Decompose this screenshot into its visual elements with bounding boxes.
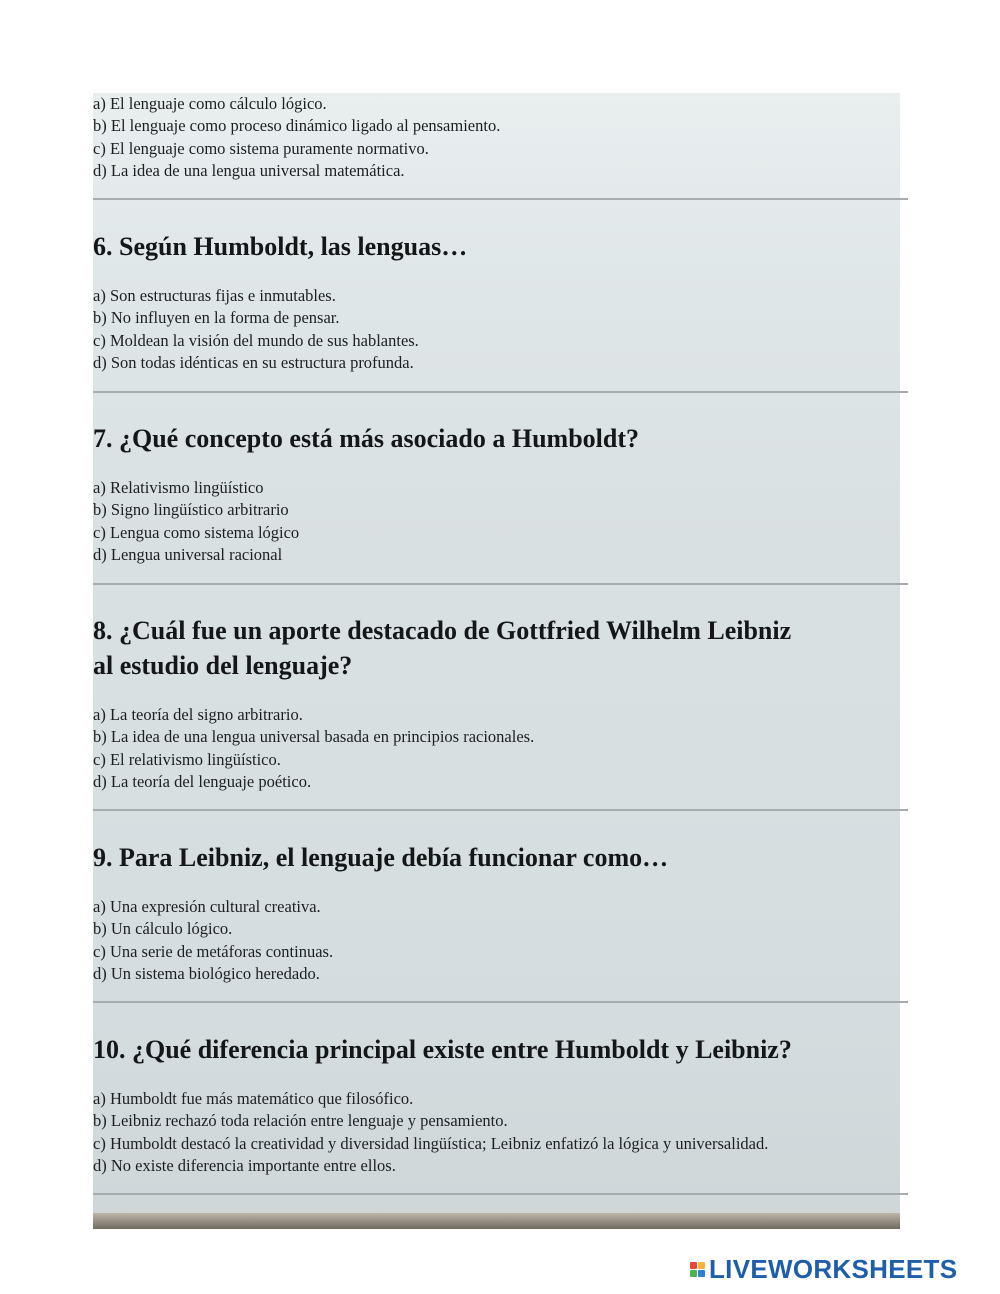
option-d: d) Son todas idénticas en su estructura profunda. xyxy=(93,353,414,373)
option-c: c) El lenguaje como sistema puramente normativo. xyxy=(93,138,429,158)
question-6-options-wrap xyxy=(93,285,923,375)
question-10-title: 10. ¿Qué diferencia principal existe entre Humboldt y Leibniz? xyxy=(93,1035,792,1064)
question-8-title-line1: 8. ¿Cuál fue un aporte destacado de Gottfried Wilhelm Leibniz xyxy=(93,616,792,645)
question-8-options-wrap xyxy=(93,704,923,794)
option-a: a) La teoría del signo arbitrario. xyxy=(93,705,303,724)
divider xyxy=(93,1001,908,1003)
question-6-title: 6. Según Humboldt, las lenguas… xyxy=(93,232,468,261)
liveworksheets-logo[interactable] xyxy=(690,1254,957,1284)
question-5-options xyxy=(93,93,923,183)
option-c: c) El relativismo lingüístico. xyxy=(93,749,281,769)
question-8-block xyxy=(93,613,923,683)
option-b: b) La idea de una lengua universal basada en principios racionales. xyxy=(93,727,535,747)
question-6-options xyxy=(93,285,923,375)
option-a: a) Son estructuras fijas e inmutables. xyxy=(93,286,336,305)
question-9-block xyxy=(93,840,923,875)
option-a: a) Una expresión cultural creativa. xyxy=(93,897,321,916)
logo-square-blue xyxy=(698,1270,705,1277)
option-b: b) El lenguaje como proceso dinámico ligado al pensamiento. xyxy=(93,116,501,136)
logo-square-green xyxy=(690,1270,697,1277)
divider xyxy=(93,809,908,811)
question-7-options xyxy=(93,477,923,567)
option-c: c) Lengua como sistema lógico xyxy=(93,522,300,542)
question-9-options-wrap xyxy=(93,896,923,986)
divider xyxy=(93,583,908,585)
option-c: c) Moldean la visión del mundo de sus hablantes. xyxy=(93,330,419,350)
logo-mark-icon xyxy=(690,1262,705,1277)
question-7-title: 7. ¿Qué concepto está más asociado a Humboldt? xyxy=(93,424,639,453)
logo-square-red xyxy=(690,1262,697,1269)
question-8-title-line2: al estudio del lenguaje? xyxy=(93,651,353,680)
question-7-options-wrap xyxy=(93,477,923,567)
question-7-block xyxy=(93,421,923,456)
question-6-block xyxy=(93,229,923,264)
divider xyxy=(93,198,908,200)
question-10-options xyxy=(93,1088,923,1178)
question-10-block xyxy=(93,1032,923,1067)
question-5-block xyxy=(93,93,923,183)
question-10-options-wrap xyxy=(93,1088,923,1178)
logo-text: LIVEWORKSHEETS xyxy=(709,1253,958,1284)
option-b: b) Leibniz rechazó toda relación entre lenguaje y pensamiento. xyxy=(93,1111,508,1131)
question-9-options xyxy=(93,896,923,986)
option-a: a) Relativismo lingüístico xyxy=(93,478,264,497)
option-b: b) Un cálculo lógico. xyxy=(93,919,233,939)
option-d: d) La idea de una lengua universal matemática. xyxy=(93,161,405,181)
logo-square-yellow xyxy=(698,1262,705,1269)
option-d: d) No existe diferencia importante entre ellos. xyxy=(93,1156,396,1176)
option-b: b) Signo lingüístico arbitrario xyxy=(93,500,289,520)
option-d: d) La teoría del lenguaje poético. xyxy=(93,772,312,792)
divider xyxy=(93,391,908,393)
question-8-options xyxy=(93,704,923,794)
option-b: b) No influyen en la forma de pensar. xyxy=(93,308,340,328)
option-a: a) El lenguaje como cálculo lógico. xyxy=(93,94,327,113)
option-d: d) Un sistema biológico heredado. xyxy=(93,964,320,984)
option-c: c) Una serie de metáforas continuas. xyxy=(93,941,334,961)
option-d: d) Lengua universal racional xyxy=(93,545,283,565)
option-a: a) Humboldt fue más matemático que filosófico. xyxy=(93,1089,414,1108)
question-9-title: 9. Para Leibniz, el lenguaje debía funcionar como… xyxy=(93,843,669,872)
divider xyxy=(93,1193,908,1195)
option-c: c) Humboldt destacó la creatividad y diversidad lingüística; Leibniz enfatizó la lógica y universalidad. xyxy=(93,1133,769,1153)
